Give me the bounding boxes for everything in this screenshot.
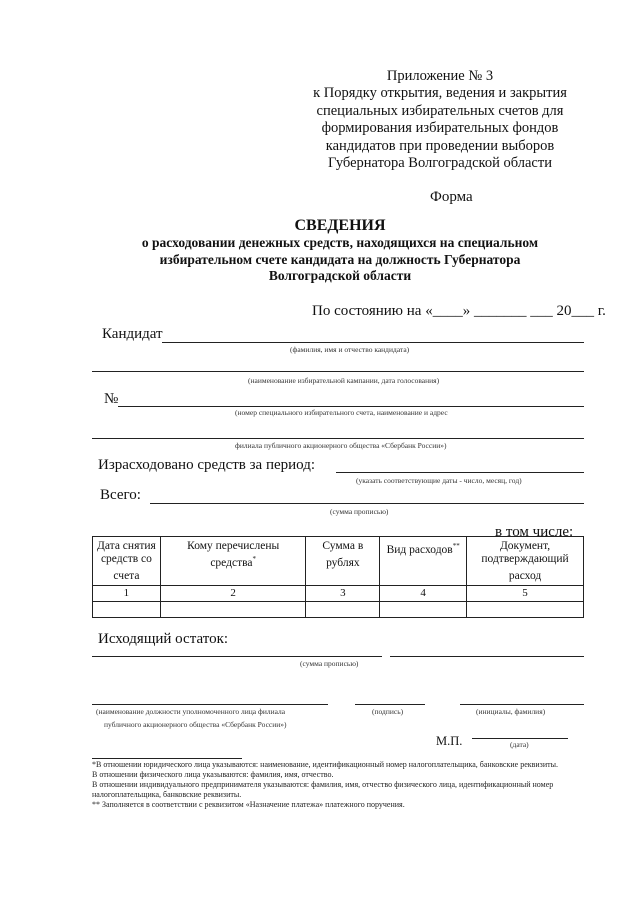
date-underline [472, 738, 568, 739]
closing-balance-label: Исходящий остаток: [98, 631, 229, 647]
signature-underline [355, 704, 425, 705]
campaign-caption: (наименование избирательной кампании, дата голосования) [248, 376, 440, 385]
footnote-separator [92, 758, 242, 759]
table-cell[interactable] [306, 601, 380, 617]
form-label: Форма [430, 189, 473, 205]
position-caption: публичного акционерного общества «Сбербанк России») [104, 720, 287, 729]
candidate-underline [162, 342, 584, 343]
table-cell[interactable] [380, 601, 467, 617]
table-row [93, 601, 584, 617]
closing-underline-left [92, 656, 382, 657]
title-heading: СВЕДЕНИЯ [294, 217, 386, 234]
footnote: ** Заполняется в соответствии с реквизитом «Назначение платежа» платежного поручения. [92, 800, 405, 809]
title-subline: избирательном счете кандидата на должность Губернатора [159, 251, 521, 267]
appendix-header [290, 68, 590, 172]
table-column-number: 5 [467, 585, 584, 601]
table-column-number: 3 [306, 585, 380, 601]
footnote: *В отношении юридического лица указываются: наименование, идентификационный номер налогоплательщика, банковские реквизиты. [92, 760, 558, 769]
table-column-number: 2 [160, 585, 306, 601]
stamp-label: М.П. [436, 734, 463, 748]
position-caption: (наименование должности уполномоченного лица филиала [96, 707, 286, 716]
branch-caption: филиала публичного акционерного общества «Сбербанк России») [235, 441, 447, 450]
appendix-line: Губернатора Волгоградской области [328, 155, 552, 172]
total-sum-caption: (сумма прописью) [330, 507, 389, 516]
table-cell[interactable] [467, 601, 584, 617]
table-cell[interactable] [93, 601, 161, 617]
period-underline [336, 472, 584, 473]
name-underline [460, 704, 584, 705]
branch-underline [92, 438, 584, 439]
table-column-numbers-row [93, 585, 584, 601]
title-subline: о расходовании денежных средств, находящихся на специальном [141, 235, 539, 250]
expenses-table [92, 536, 584, 618]
total-underline [150, 503, 584, 504]
document-title [90, 216, 590, 285]
campaign-underline [92, 371, 584, 372]
table-column-number: 1 [93, 585, 161, 601]
appendix-line: кандидатов при проведении выборов [325, 137, 555, 154]
appendix-line: к Порядку открытия, ведения и закрытия [313, 85, 567, 102]
closing-sum-caption: (сумма прописью) [300, 659, 359, 668]
title-subline: Волгоградской области [268, 268, 412, 283]
candidate-caption: (фамилия, имя и отчество кандидата) [290, 345, 410, 354]
account-caption: (номер специального избирательного счета, наименование и адрес [235, 408, 448, 417]
position-underline [92, 704, 328, 705]
date-caption: (дата) [510, 740, 529, 749]
footnotes [92, 760, 584, 810]
appendix-line: специальных избирательных счетов для [316, 102, 564, 119]
table-header-cell: Кому перечислены средства* [160, 537, 306, 586]
appendix-line: формирования избирательных фондов [321, 120, 559, 137]
footnote: В отношении физического лица указываются: фамилия, имя, отчество. [92, 770, 334, 779]
table-cell[interactable] [160, 601, 306, 617]
account-underline [118, 406, 584, 407]
closing-underline-right [390, 656, 584, 657]
table-header-cell: Дата снятия средств со счета [93, 537, 161, 586]
including-label: в том числе: [495, 524, 574, 540]
signature-caption: (подпись) [372, 707, 404, 716]
appendix-line: Приложение № 3 [386, 68, 494, 84]
name-caption: (инициалы, фамилия) [476, 707, 546, 716]
status-date-line: По состоянию на «____» _______ ___ 20___ г. [312, 303, 606, 319]
total-label: Всего: [100, 487, 141, 503]
spent-label: Израсходовано средств за период: [98, 457, 316, 473]
table-column-number: 4 [380, 585, 467, 601]
table-header-row [93, 537, 584, 586]
dates-caption: (указать соответствующие даты - число, месяц, год) [356, 476, 522, 485]
footnote: В отношении индивидуального предпринимателя указываются: фамилия, имя, отчество физического лица, идентификационный номер налогоплательщика, банковские реквизиты. [92, 780, 554, 799]
account-number-label: № [104, 391, 119, 407]
table-header-cell: Сумма в рублях [306, 537, 380, 586]
table-header-cell: Вид расходов** [380, 537, 467, 586]
candidate-label: Кандидат [102, 326, 163, 342]
table-header-cell: Документ, подтверждающий расход [467, 537, 584, 586]
